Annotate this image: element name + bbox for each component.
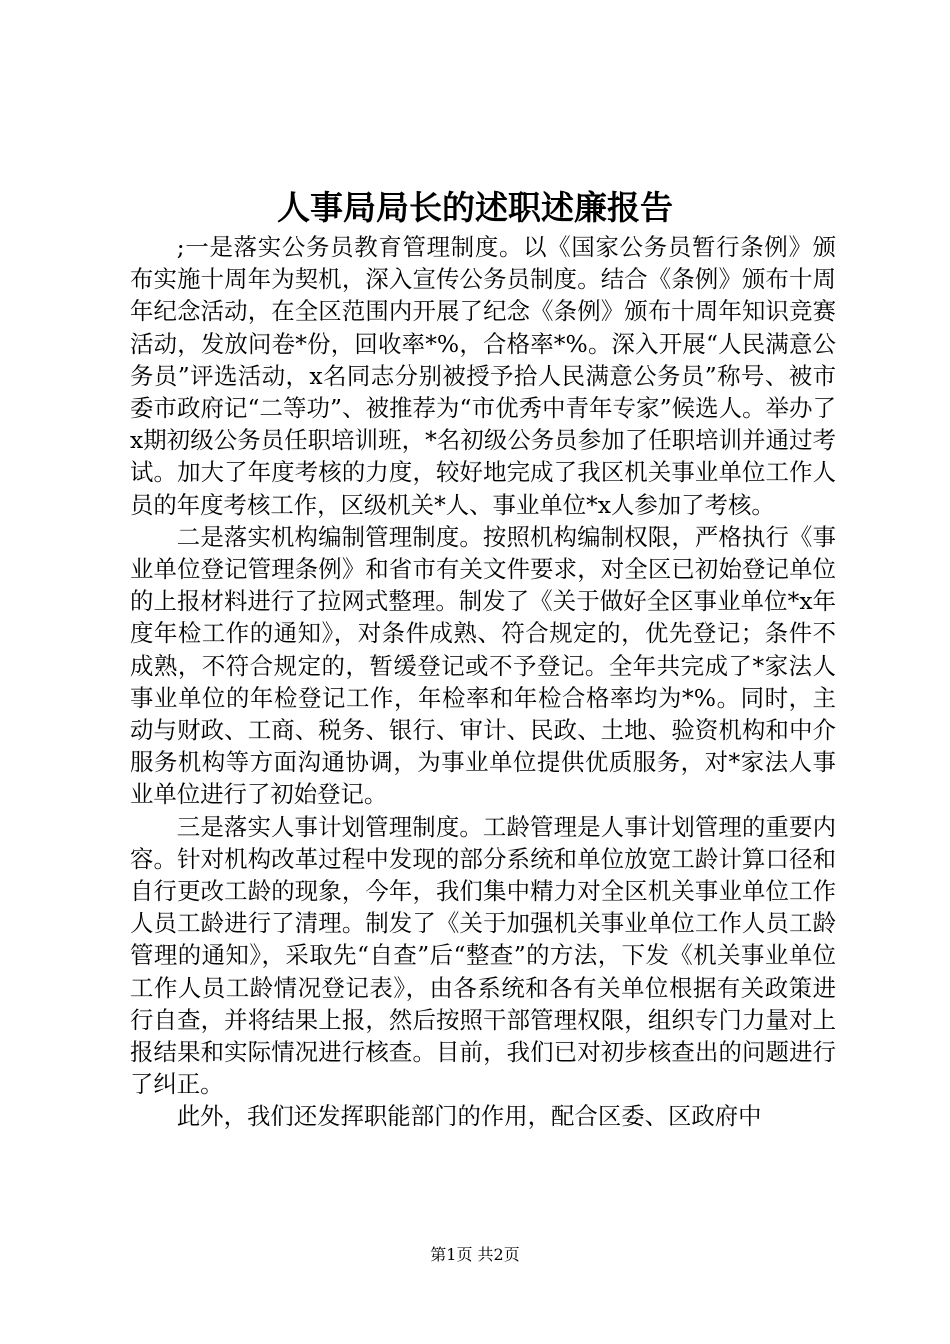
paragraph-organization-staffing: 二是落实机构编制管理制度。按照机构编制权限，严格执行《事业单位登记管理条例》和省市有关文件要求，对全区已初始登记单位的上报材料进行了拉网式整理。制发了《关于做好全区事业单位*x年度年检工作的通知》，对条件成熟、符合规定的，优先登记；条件不成熟，不符合规定的，暂缓登记或不予登记。全年共完成了*家法人事业单位的年检登记工作，年检率和年检合格率均为*%。同时，主动与财政、工商、税务、银行、审计、民政、土地、验资机构和中介服务机构等方面沟通协调，为事业单位提供优质服务，对*家法人事业单位进行了初始登记。	[130, 522, 836, 809]
page-number-footer: 第1页 共2页	[430, 1245, 520, 1264]
paragraph-personnel-planning: 三是落实人事计划管理制度。工龄管理是人事计划管理的重要内容。针对机构改革过程中发现的部分系统和单位放宽工龄计算口径和自行更改工龄的现象，今年，我们集中精力对全区机关事业单位工作人员工龄进行了清理。制发了《关于加强机关事业单位工作人员工龄管理的通知》，采取先“自查”后“整查”的方法，下发《机关事业单位工作人员工龄情况登记表》，由各系统和各有关单位根据有关政策进行自查，并将结果上报，然后按照干部管理权限，组织专门力量对上报结果和实际情况进行核查。目前，我们已对初步核查出的问题进行了纠正。	[130, 812, 836, 1099]
paragraph-education-management: ;一是落实公务员教育管理制度。以《国家公务员暂行条例》颁布实施十周年为契机，深入宣传公务员制度。结合《条例》颁布十周年纪念活动，在全区范围内开展了纪念《条例》颁布十周年知识竞赛活动，发放问卷*份，回收率*%，合格率*%。深入开展“人民满意公务员”评选活动，x名同志分别被授予拾人民满意公务员”称号、被市委市政府记“二等功”、被推荐为“市优秀中青年专家”候选人。举办了x期初级公务员任职培训班，*名初级公务员参加了任职培训并通过考试。加大了年度考核的力度，较好地完成了我区机关事业单位工作人员的年度考核工作，区级机关*人、事业单位*x人参加了考核。	[130, 233, 836, 519]
document-title: 人事局局长的述职述廉报告	[277, 188, 673, 227]
document-body	[130, 231, 836, 1133]
paragraph-additional-work: 此外，我们还发挥职能部门的作用，配合区委、区政府中	[176, 1102, 762, 1131]
